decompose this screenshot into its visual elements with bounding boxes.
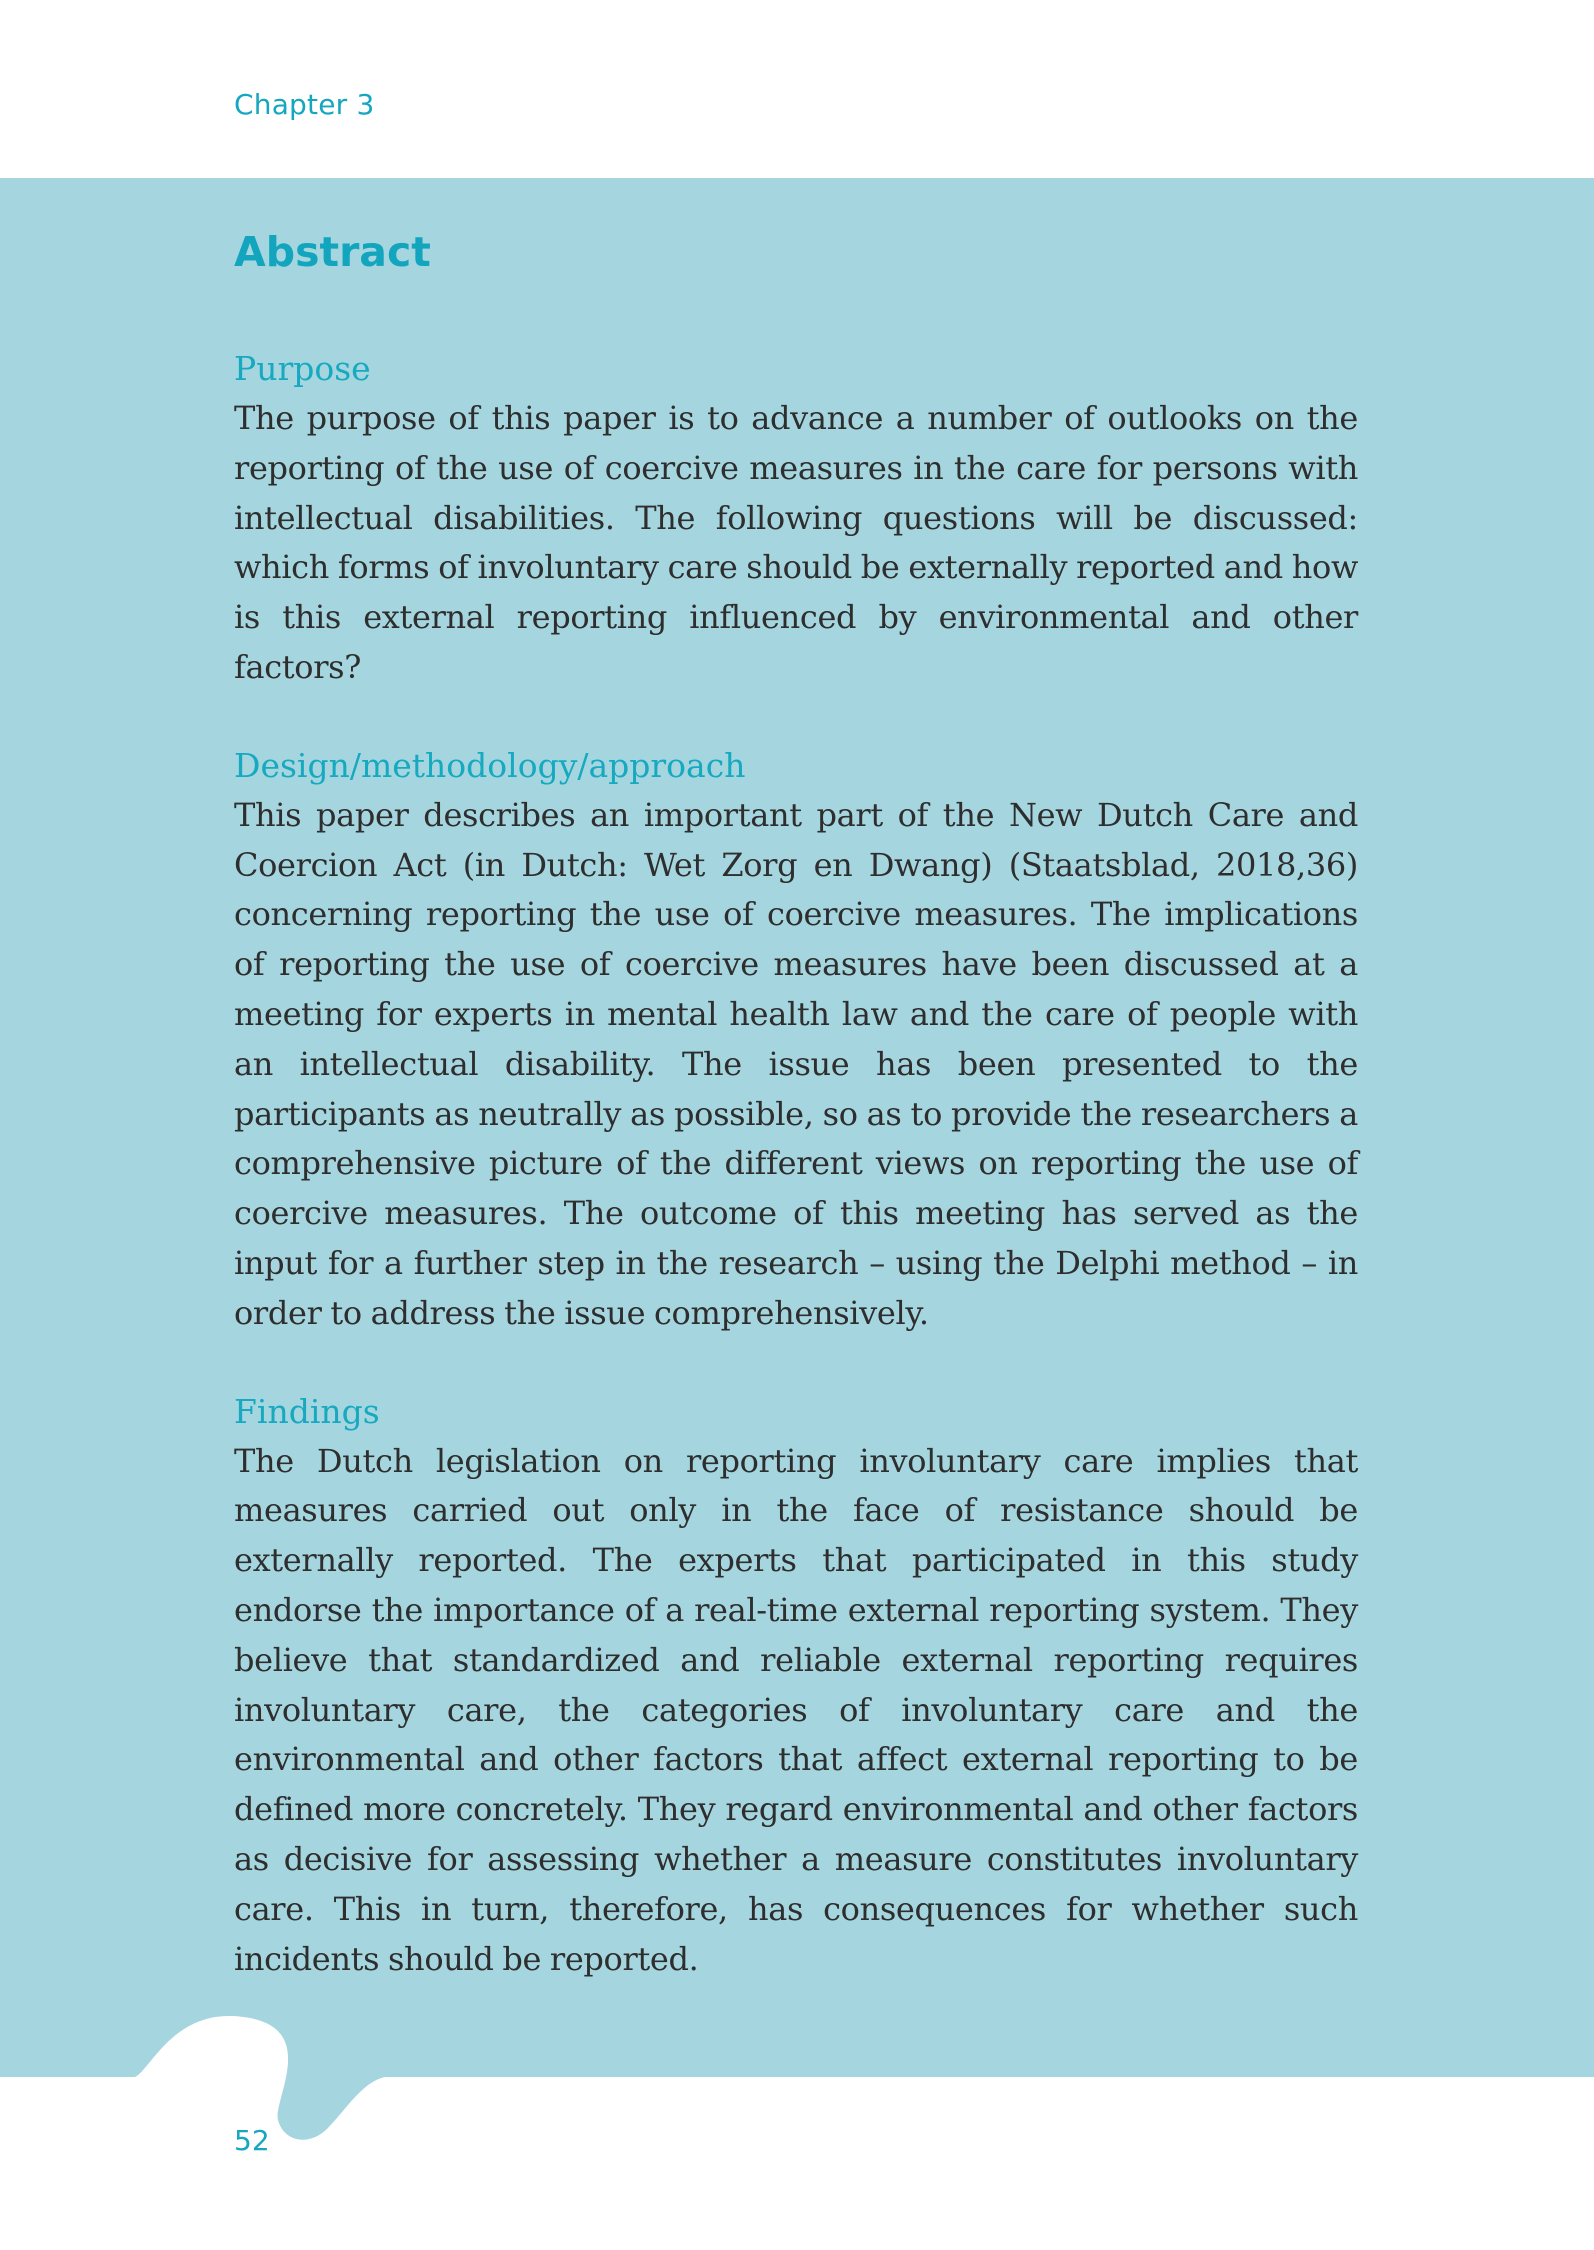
chapter-label: Chapter 3: [234, 88, 375, 121]
page-number: 52: [234, 2124, 270, 2157]
section-body: The purpose of this paper is to advance a number of outlooks on the reporting of the use of coercive measures in the care for persons with intellectual disabilities. The following questions will be discussed: which forms of involuntary care should be externally reported and how is this external reporting influenced by environmental and other factors?: [234, 399, 1358, 686]
section-design-methodology-approach: [234, 741, 1358, 1339]
section-heading: Purpose: [234, 349, 371, 388]
section-body: The Dutch legislation on reporting involuntary care implies that measures carried out only in the face of resistance should be externally reported. The experts that participated in this study endorse the importance of a real-time external reporting system. They believe that standardized and reliable external reporting requires involuntary care, the categories of involuntary care and the environmental and other factors that affect external reporting to be defined more concretely. They regard environmental and other factors as decisive for assessing whether a measure constitutes involuntary care. This in turn, therefore, has consequences for whether such incidents should be reported.: [234, 1441, 1358, 1978]
section-body: This paper describes an important part of the New Dutch Care and Coercion Act (in Dutch: Wet Zorg en Dwang) (Staatsblad, 2018,36) concerning reporting the use of coercive measures. The implications of reporting the use of coercive measures have been discussed at a meeting for experts in mental health law and the care of people with an intellectual disability. The issue has been presented to the participants as neutrally as possible, so as to provide the researchers a comprehensive picture of the different views on reporting the use of coercive measures. The outcome of this meeting has served as the input for a further step in the research – using the Delphi method – in order to address the issue comprehensively.: [234, 795, 1358, 1332]
section-purpose: [234, 344, 1358, 693]
section-heading: Design/methodology/approach: [234, 745, 746, 785]
abstract-content: [234, 222, 1358, 2032]
abstract-title: Abstract: [234, 228, 431, 276]
section-findings: [234, 1387, 1358, 1985]
section-heading: Findings: [234, 1391, 380, 1431]
